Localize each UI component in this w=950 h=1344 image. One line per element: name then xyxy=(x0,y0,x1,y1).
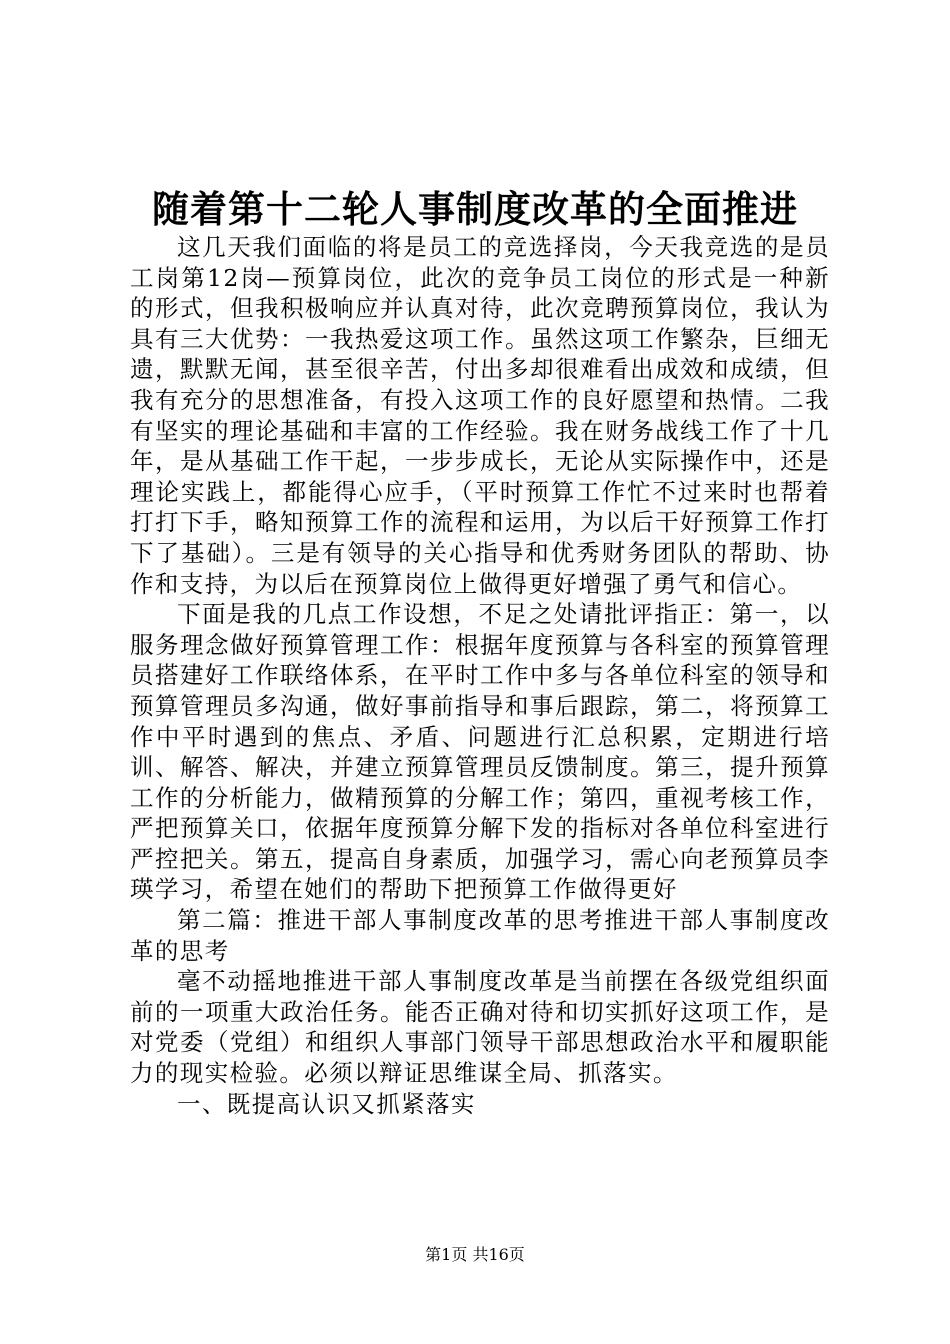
paragraph-4: 毫不动摇地推进干部人事制度改革是当前摆在各级党组织面前的一项重大政治任务。能否正确对待和切实抓好这项工作，是对党委（党组）和组织人事部门领导干部思想政治水平和履职能力的现实检验。必须以辩证思维谋全局、抓落实。 xyxy=(130,967,830,1088)
paragraph-1: 这几天我们面临的将是员工的竞选择岗，今天我竞选的是员工岗第12岗—预算岗位，此次的竞争员工岗位的形式是一种新的形式，但我积极响应并认真对待，此次竞聘预算岗位，我认为具有三大优势：一我热爱这项工作。虽然这项工作繁杂，巨细无遗，默默无闻，甚至很辛苦，付出多却很难看出成效和成绩，但我有充分的思想准备，有投入这项工作的良好愿望和热情。二我有坚实的理论基础和丰富的工作经验。我在财务战线工作了十几年，是从基础工作干起，一步步成长，无论从实际操作中，还是理论实践上，都能得心应手，（平时预算工作忙不过来时也帮着打打下手，略知预算工作的流程和运用，为以后干好预算工作打下了基础）。三是有领导的关心指导和优秀财务团队的帮助、协作和支持，为以后在预算岗位上做得更好增强了勇气和信心。 xyxy=(130,233,830,598)
document-title: 随着第十二轮人事制度改革的全面推进 xyxy=(152,187,798,231)
paragraph-2: 下面是我的几点工作设想，不足之处请批评指正：第一，以服务理念做好预算管理工作：根据年度预算与各科室的预算管理员搭建好工作联络体系，在平时工作中多与各单位科室的领导和预算管理员多沟通，做好事前指导和事后跟踪，第二，将预算工作中平时遇到的焦点、矛盾、问题进行汇总积累，定期进行培训、解答、解决，并建立预算管理员反馈制度。第三，提升预算工作的分析能力，做精预算的分解工作；第四，重视考核工作，严把预算关口，依据年度预算分解下发的指标对各单位科室进行严控把关。第五，提高自身素质，加强学习，需心向老预算员李瑛学习，希望在她们的帮助下把预算工作做得更好 xyxy=(130,600,830,904)
page-footer: 第1页 共16页 xyxy=(425,1245,525,1264)
document-body xyxy=(130,232,830,1119)
section-heading: 一、既提高认识又抓紧落实 xyxy=(177,1089,476,1118)
paragraph-3: 第二篇：推进干部人事制度改革的思考推进干部人事制度改革的思考 xyxy=(130,906,830,965)
